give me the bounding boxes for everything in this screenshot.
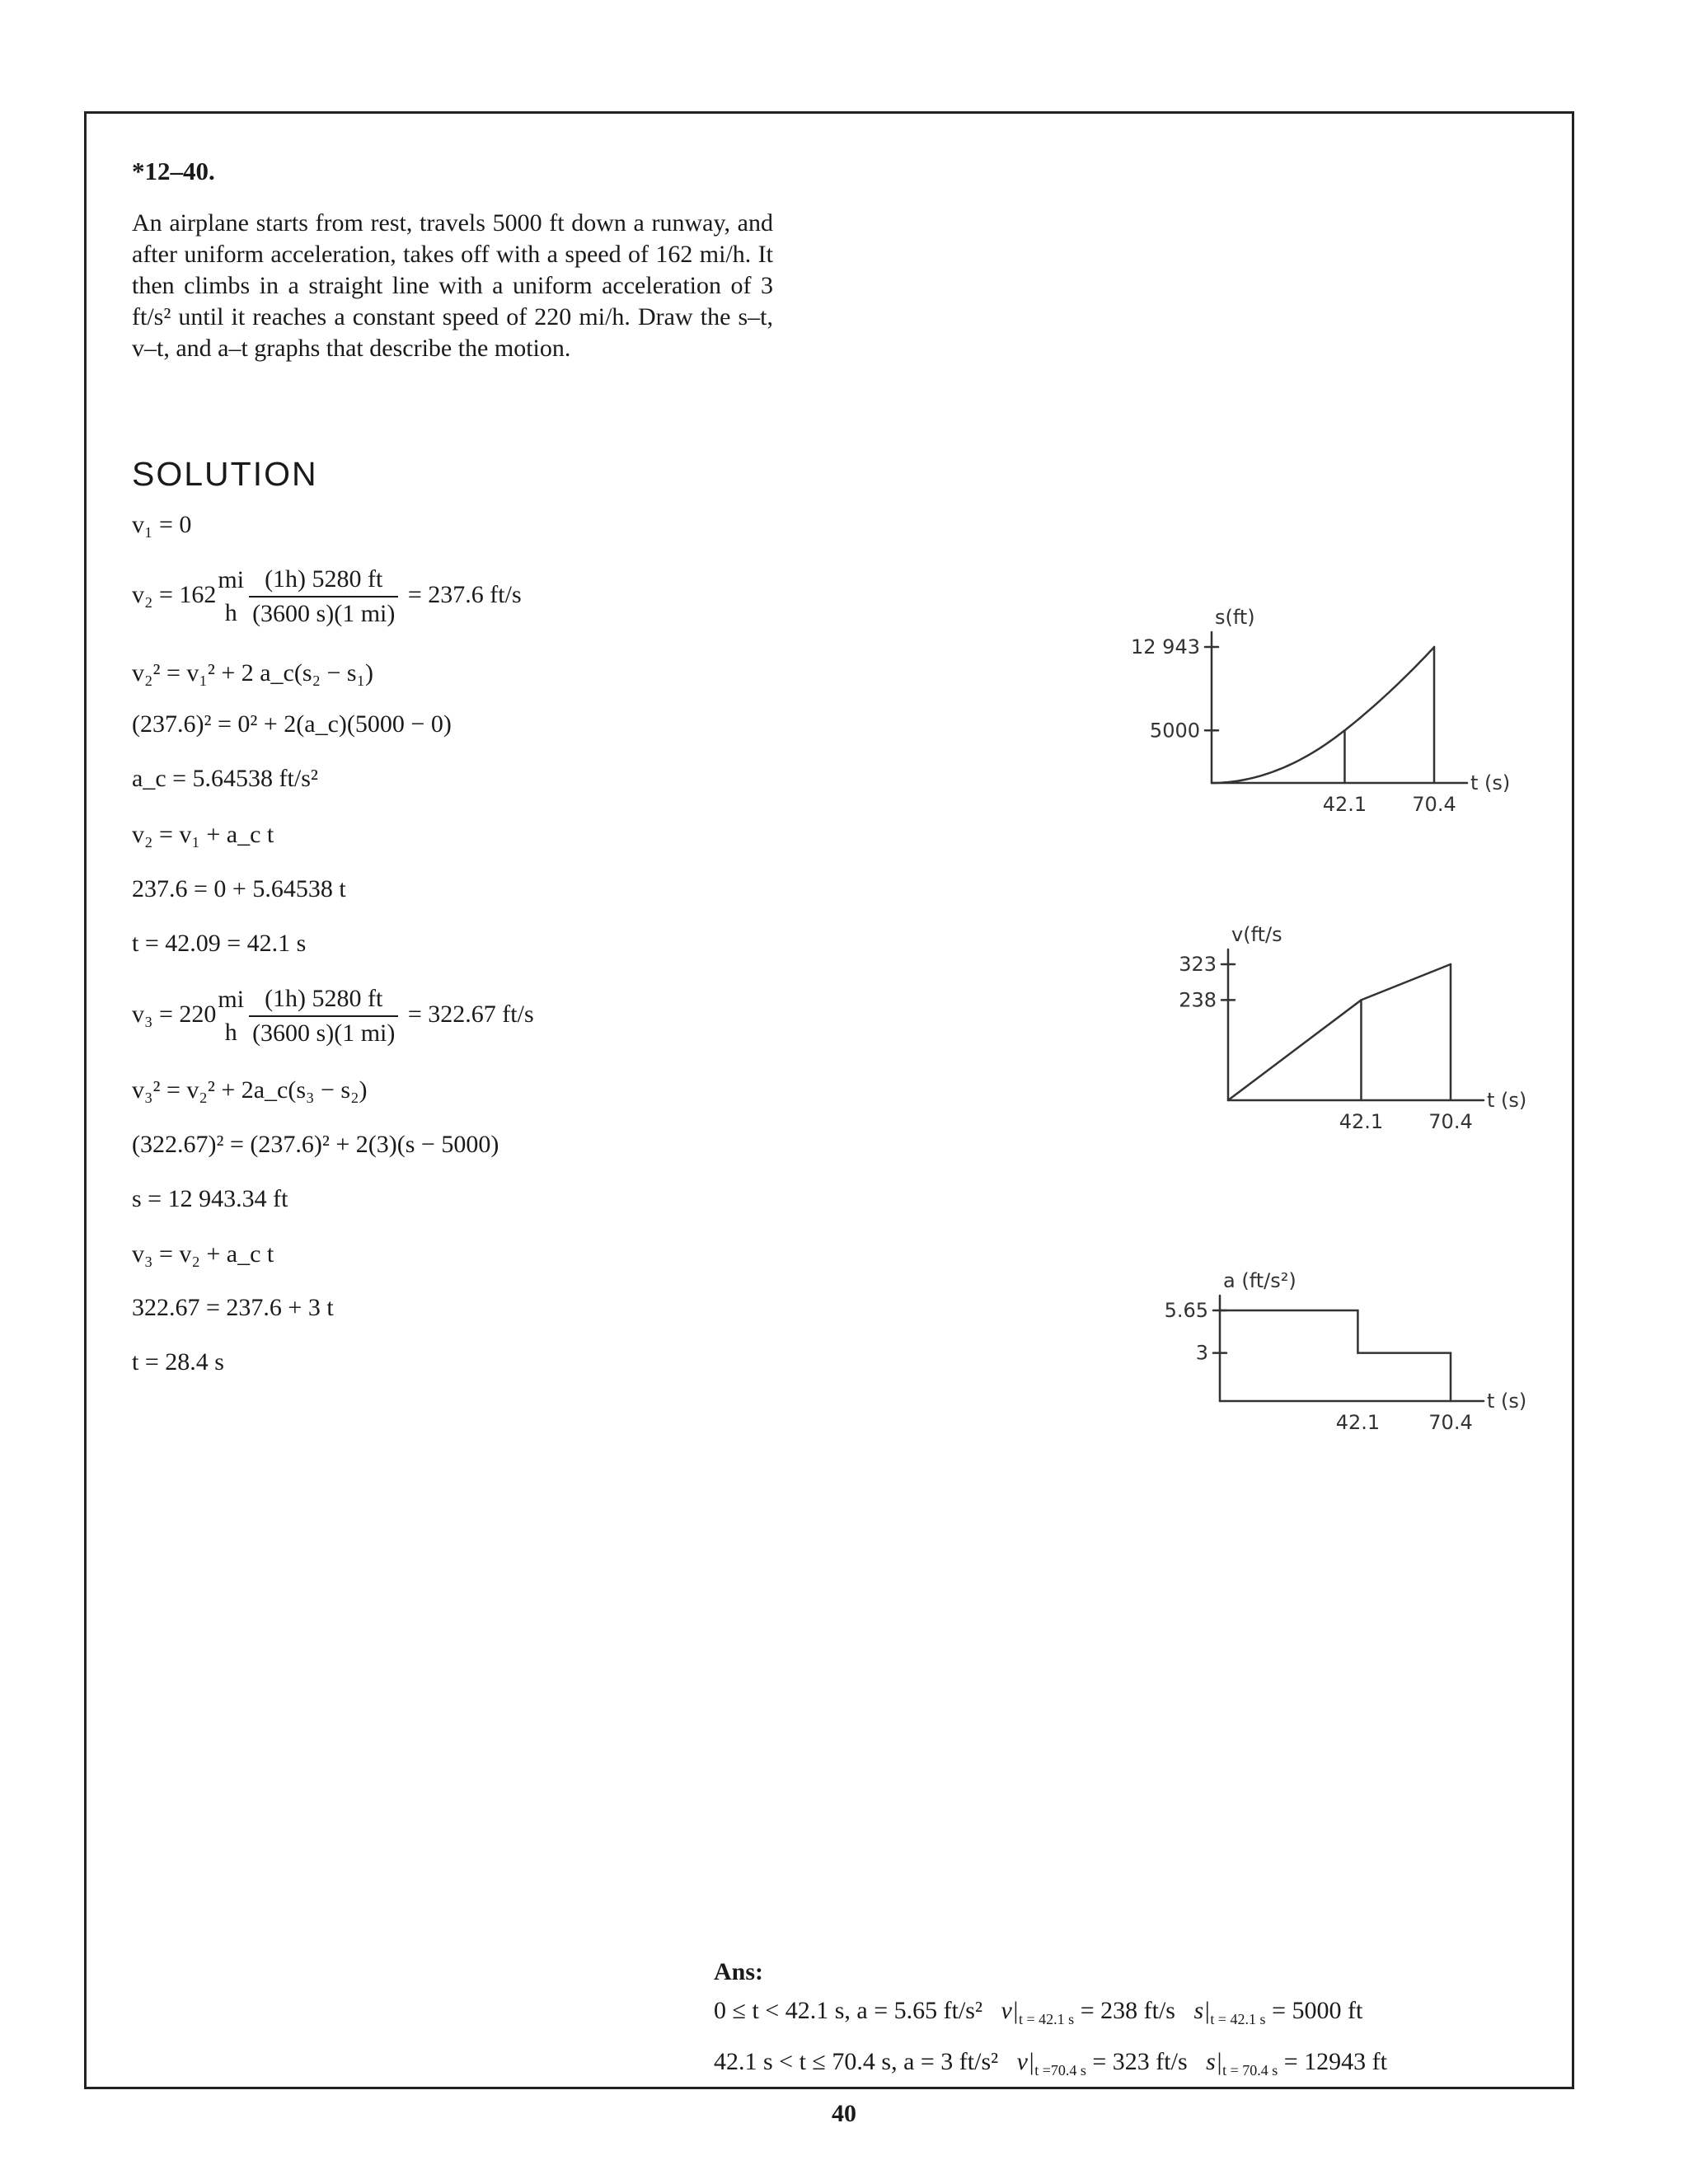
y-axis-label: a (ft/s²) [1223, 1269, 1296, 1292]
y-tick-label: 323 [1179, 953, 1217, 976]
equation-lhs: v₂ = 162 [132, 580, 217, 608]
answer-s-value: = 12943 ft [1283, 2048, 1387, 2075]
unit-fraction [216, 566, 246, 627]
y-axis-label: s(ft) [1215, 606, 1255, 629]
unit-numerator: mi [218, 566, 245, 593]
answer-line-1 [714, 1990, 1387, 2041]
answer-label: Ans: [714, 1958, 764, 1985]
y-axis-label: v(ft/s [1231, 923, 1282, 946]
page-number: 40 [832, 2100, 856, 2127]
unit-fraction [216, 986, 246, 1047]
x-tick-label: 42.1 [1335, 1411, 1381, 1434]
data-series-line [1228, 964, 1451, 1100]
equation: (322.67)² = (237.6)² + 2(3)(s − 5000) [132, 1131, 499, 1158]
x-tick-label: 42.1 [1322, 793, 1367, 816]
equation: t = 42.09 = 42.1 s [132, 930, 307, 957]
answer-box [714, 1958, 1387, 2092]
x-tick-label: 70.4 [1428, 1110, 1473, 1133]
answer-s-subscript: t = 70.4 s [1222, 2062, 1278, 2079]
problem-number: *12–40. [132, 157, 215, 185]
x-axis-label: t (s) [1487, 1390, 1527, 1413]
y-tick-label: 3 [1195, 1341, 1208, 1365]
y-tick-label: 238 [1179, 988, 1217, 1012]
equation: s = 12 943.34 ft [132, 1185, 288, 1212]
y-tick-label: 5.65 [1164, 1299, 1208, 1322]
equation: t = 28.4 s [132, 1348, 224, 1376]
answer-s-subscript: t = 42.1 s [1210, 2011, 1266, 2027]
answer-v-symbol: v| [1001, 1997, 1020, 2024]
fraction-numerator: (1h) 5280 ft [249, 565, 398, 598]
answer-s-symbol: s| [1206, 2048, 1223, 2075]
equation: v₁ = 0 [132, 511, 192, 538]
v-t-graph [1154, 898, 1550, 1146]
data-series-line [1220, 1310, 1451, 1401]
y-tick-label: 5000 [1149, 719, 1200, 743]
unit-denominator: h [224, 599, 237, 626]
data-series-line [1212, 647, 1434, 783]
fraction-numerator: (1h) 5280 ft [249, 985, 398, 1017]
problem-text: An airplane starts from rest, travels 5000 ft down a runway, and after uniform acceleration, takes off with a speed of 162 mi/h. It then climbs in a straight line with a uniform acceleration of 3 ft/s² until it reaches a constant speed of 220 mi/h. Draw the s–t, v–t, and a–t graphs that describe the motion. [132, 209, 773, 362]
y-tick-label: 12 943 [1131, 635, 1200, 658]
equation: v₂² = v₁² + 2 a_c(s₂ − s₁) [132, 659, 374, 687]
solution-heading: SOLUTION [132, 455, 318, 493]
equation-conversion [132, 985, 534, 1047]
equation: v₂ = v₁ + a_c t [132, 821, 274, 848]
equation-lhs: v₃ = 220 [132, 1000, 217, 1028]
conversion-fraction [249, 565, 398, 628]
equation: a_c = 5.64538 ft/s² [132, 765, 318, 792]
answer-v-value: = 323 ft/s [1092, 2048, 1188, 2075]
x-tick-label: 70.4 [1428, 1411, 1473, 1434]
unit-numerator: mi [218, 986, 245, 1013]
s-t-graph [1121, 606, 1550, 841]
answer-line-2 [714, 2041, 1387, 2092]
equation-conversion [132, 565, 522, 628]
equation: v₃ = v₂ + a_c t [132, 1240, 274, 1268]
answer-v-subscript: t =70.4 s [1034, 2062, 1086, 2079]
answer-v-subscript: t = 42.1 s [1019, 2011, 1075, 2027]
answer-s-value: = 5000 ft [1272, 1997, 1363, 2024]
x-tick-label: 70.4 [1412, 793, 1456, 816]
equation: 322.67 = 237.6 + 3 t [132, 1294, 334, 1321]
equation-rhs: = 237.6 ft/s [407, 580, 522, 608]
answer-v-value: = 238 ft/s [1080, 1997, 1175, 2024]
equation: (237.6)² = 0² + 2(a_c)(5000 − 0) [132, 710, 452, 738]
a-t-graph [1137, 1228, 1550, 1459]
answer-range: 42.1 s < t ≤ 70.4 s, a = 3 ft/s² [714, 2048, 999, 2075]
answer-range: 0 ≤ t < 42.1 s, a = 5.65 ft/s² [714, 1997, 982, 2024]
equation-rhs: = 322.67 ft/s [407, 1000, 534, 1028]
x-axis-label: t (s) [1470, 771, 1511, 794]
x-tick-label: 42.1 [1339, 1110, 1384, 1133]
answer-s-symbol: s| [1193, 1997, 1211, 2024]
problem-statement [132, 208, 773, 364]
unit-denominator: h [224, 1019, 237, 1046]
fraction-denominator: (3600 s)(1 mi) [252, 600, 396, 627]
conversion-fraction [249, 985, 398, 1047]
equation: v₃² = v₂² + 2a_c(s₃ − s₂) [132, 1076, 368, 1104]
x-axis-label: t (s) [1487, 1089, 1527, 1112]
answer-v-symbol: v| [1016, 2048, 1035, 2075]
fraction-denominator: (3600 s)(1 mi) [252, 1019, 396, 1047]
equation: 237.6 = 0 + 5.64538 t [132, 875, 346, 902]
